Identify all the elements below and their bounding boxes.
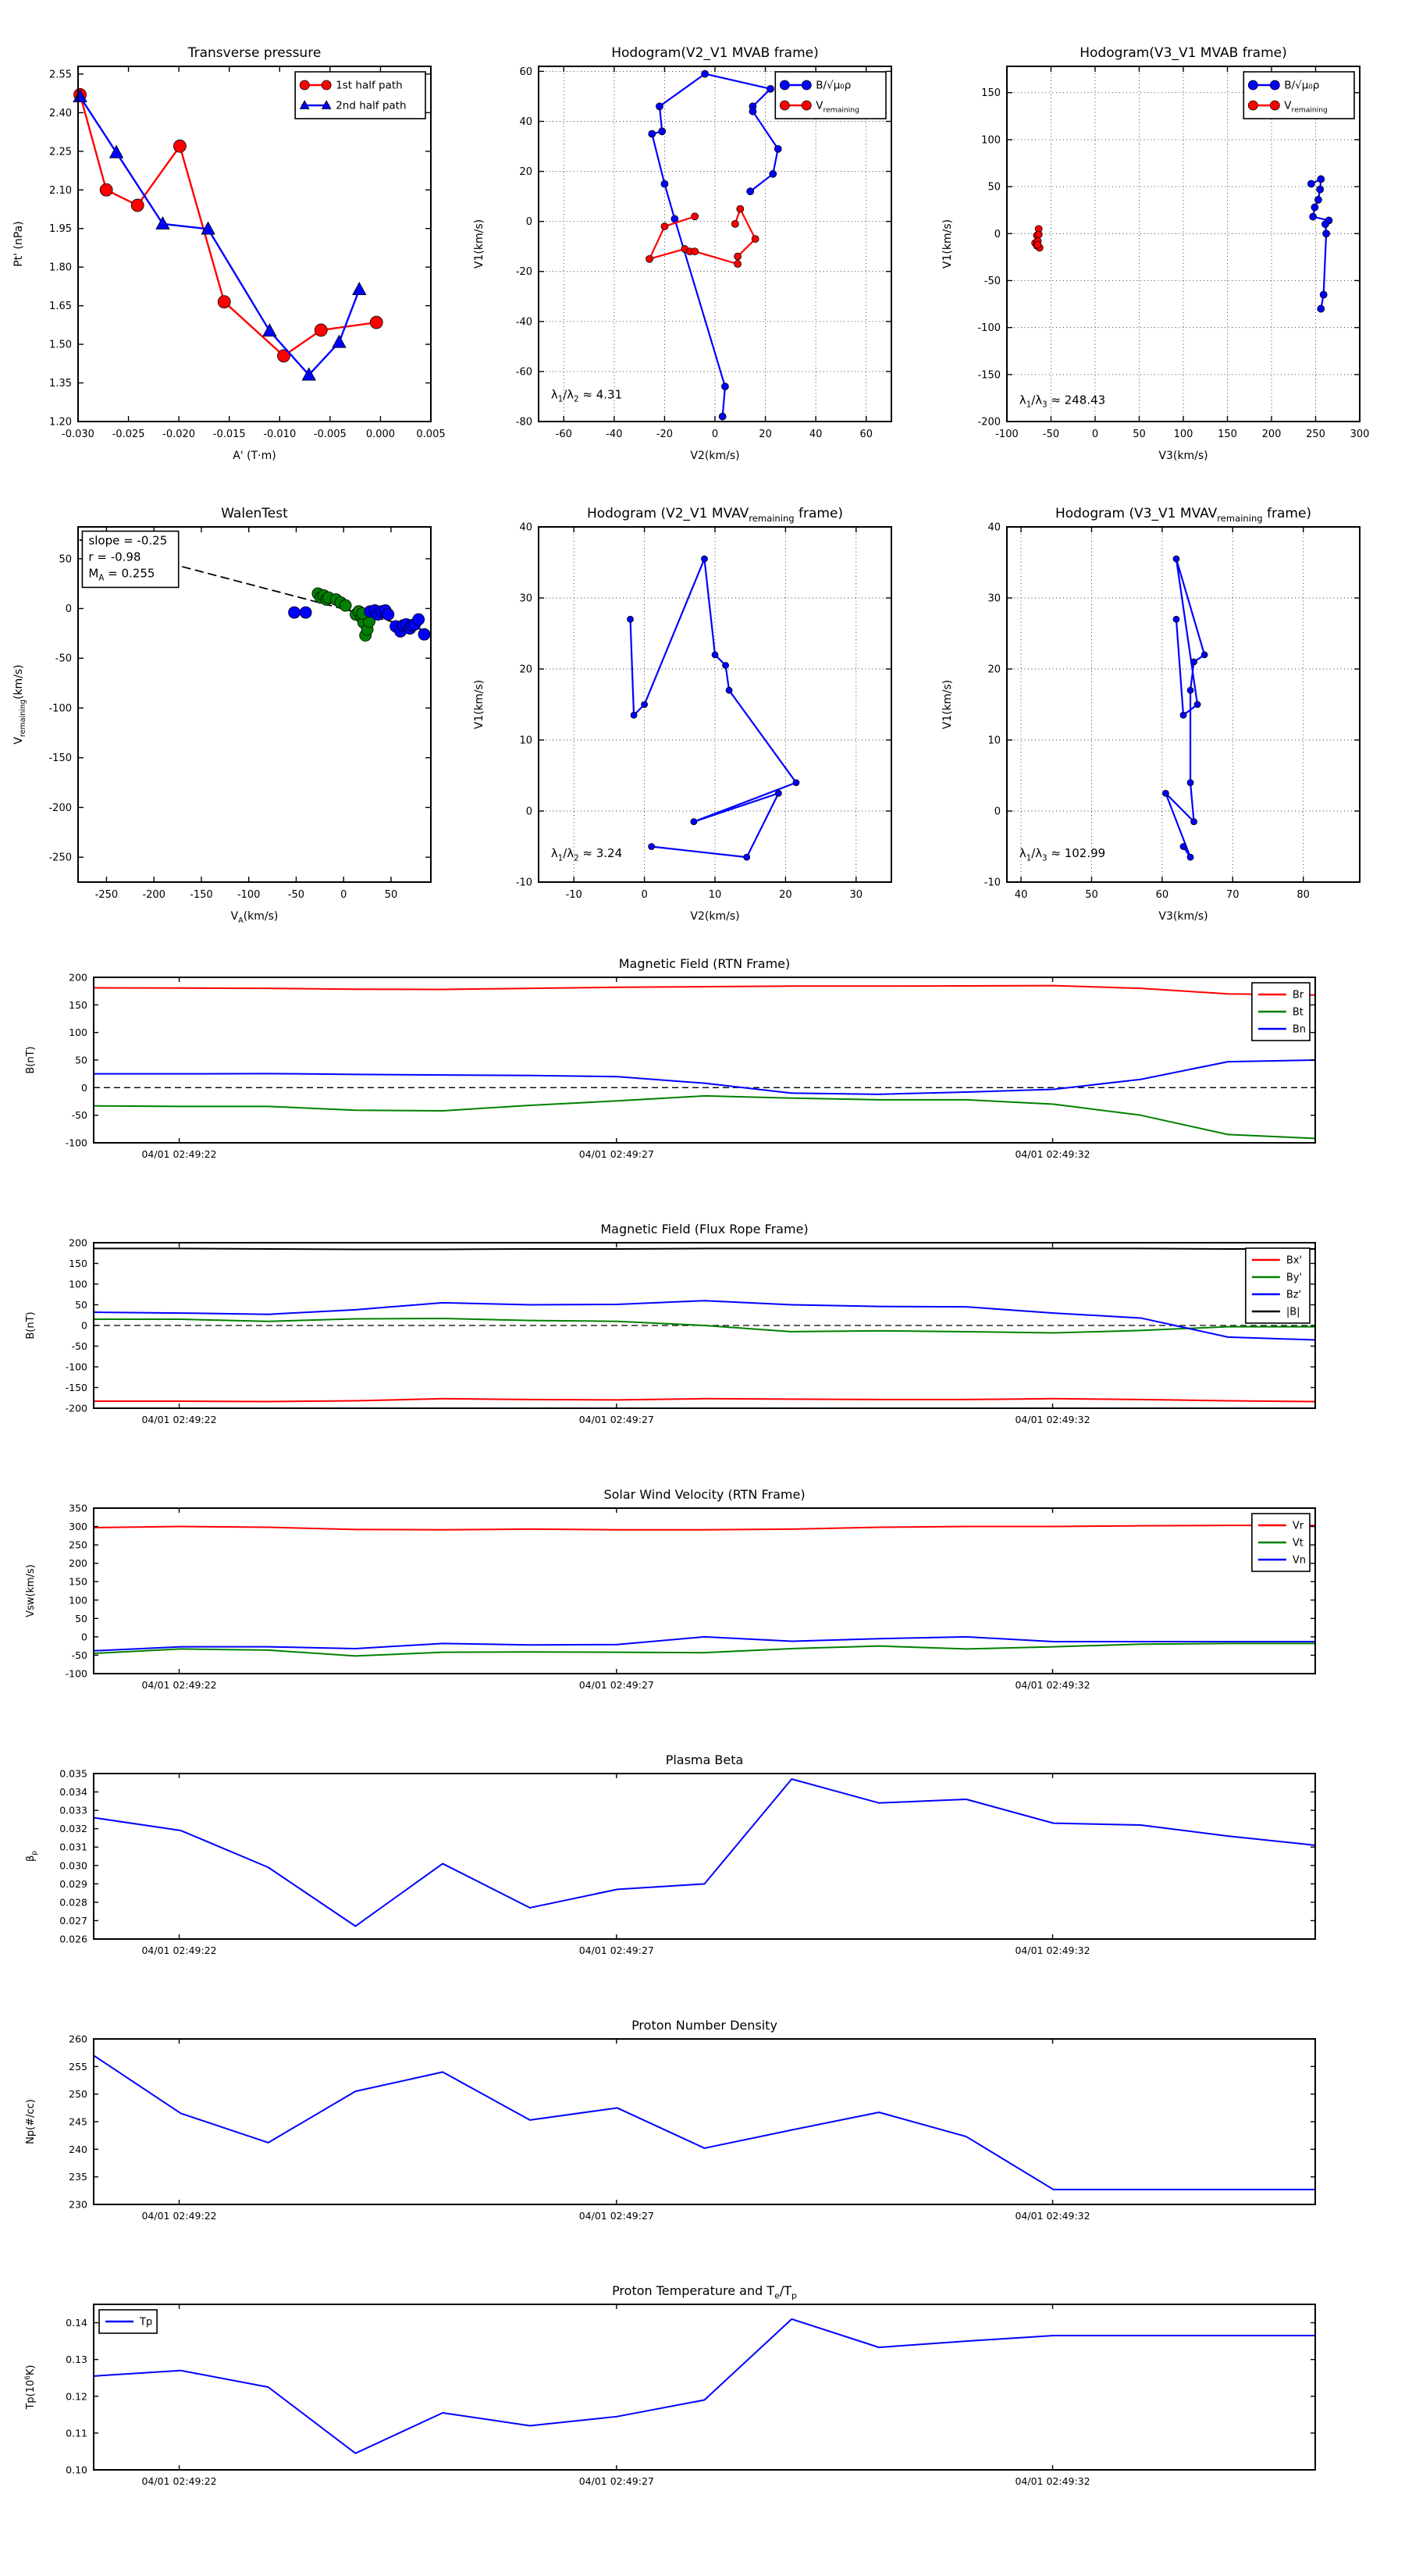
svg-text:V1(km/s): V1(km/s) [473, 679, 486, 730]
svg-text:04/01 02:49:27: 04/01 02:49:27 [578, 1414, 654, 1425]
svg-text:-50: -50 [55, 653, 72, 665]
svg-text:-100: -100 [65, 1361, 87, 1373]
svg-text:04/01 02:49:32: 04/01 02:49:32 [1015, 2475, 1090, 2487]
svg-text:04/01 02:49:22: 04/01 02:49:22 [141, 1679, 217, 1691]
svg-text:2nd half path: 2nd half path [336, 99, 407, 112]
panel-proton-density [12, 2016, 1339, 2246]
svg-text:04/01 02:49:22: 04/01 02:49:22 [141, 2475, 217, 2487]
svg-text:40: 40 [519, 116, 532, 128]
svg-text:10: 10 [708, 889, 722, 901]
svg-text:VA​(km/s): $V_A(km/s)$ [230, 910, 279, 925]
svg-text:-0.020: -0.020 [162, 429, 196, 440]
svg-text:40: 40 [809, 429, 823, 440]
svg-text:|B|: |B| [1286, 1306, 1300, 1318]
chart-hodogram-v2v1-mvab [461, 43, 917, 472]
svg-text:300: 300 [1350, 429, 1370, 440]
svg-text:1.50: 1.50 [49, 339, 72, 351]
svg-text:-80: -80 [515, 416, 532, 429]
svg-text:20: 20 [759, 429, 772, 440]
panel-solar-wind-velocity [12, 1485, 1339, 1715]
svg-text:250: 250 [69, 1539, 87, 1551]
svg-text:30: 30 [519, 592, 532, 605]
svg-text:235: 235 [69, 2171, 87, 2183]
svg-text:04/01 02:49:22: 04/01 02:49:22 [141, 1148, 217, 1160]
svg-text:V2(km/s): V2(km/s) [690, 910, 740, 923]
svg-text:40: 40 [987, 521, 1001, 534]
svg-text:-40: -40 [515, 316, 532, 329]
svg-text:04/01 02:49:32: 04/01 02:49:32 [1015, 1148, 1090, 1160]
svg-text:20: 20 [519, 664, 532, 676]
svg-text:MA​ = 0.255: $M_A = 0.255$ [88, 566, 155, 583]
svg-text:-150: -150 [48, 753, 72, 765]
svg-text:04/01 02:49:32: 04/01 02:49:32 [1015, 1414, 1090, 1425]
svg-text:0: 0 [65, 603, 72, 616]
svg-text:Magnetic Field (Flux Rope Fram: Magnetic Field (Flux Rope Frame) [600, 1222, 809, 1236]
svg-text:0.11: 0.11 [66, 2427, 87, 2439]
svg-text:1.65: 1.65 [49, 301, 72, 313]
svg-text:0.034: 0.034 [59, 1786, 87, 1799]
svg-text:Vr: Vr [1292, 1520, 1304, 1532]
svg-text:-10: -10 [984, 877, 1001, 889]
svg-text:40: 40 [519, 521, 532, 534]
svg-text:0: 0 [641, 889, 648, 901]
chart-transverse-pressure [0, 43, 457, 472]
svg-text:0.026: 0.026 [59, 1933, 87, 1945]
svg-text:-0.005: -0.005 [313, 429, 347, 440]
svg-text:Vremaining​: $V_{remaining}$ [1284, 99, 1328, 115]
svg-text:Vt: Vt [1292, 1537, 1304, 1550]
svg-text:-100: -100 [65, 1667, 87, 1680]
svg-text:-50: -50 [1042, 429, 1060, 440]
svg-text:2.25: 2.25 [49, 146, 72, 158]
svg-text:04/01 02:49:27: 04/01 02:49:27 [578, 1679, 654, 1691]
svg-text:0.027: 0.027 [59, 1914, 87, 1927]
svg-text:-0.030: -0.030 [62, 429, 94, 440]
svg-text:-0.015: -0.015 [212, 429, 246, 440]
svg-text:Proton Number Density: Proton Number Density [631, 2018, 777, 2033]
svg-text:slope = -0.25: slope = -0.25 [88, 533, 168, 548]
svg-text:0: 0 [340, 889, 347, 901]
svg-text:0: 0 [994, 806, 1001, 818]
chart-hodogram-v3v1-mvab [929, 43, 1385, 472]
svg-text:150: 150 [69, 1258, 87, 1269]
svg-text:V1(km/s): V1(km/s) [941, 679, 954, 730]
svg-text:Np(#/cc): Np(#/cc) [25, 2099, 37, 2144]
svg-text:-100: -100 [237, 889, 261, 901]
svg-text:2.40: 2.40 [49, 107, 72, 119]
svg-text:Hodogram(V3_V1 MVAB frame): Hodogram(V3_V1 MVAB frame) [1080, 45, 1287, 61]
svg-text:0.14: 0.14 [66, 2317, 87, 2329]
svg-text:04/01 02:49:22: 04/01 02:49:22 [141, 1414, 217, 1425]
svg-text:Proton Temperature and Te​/Tp​: Proton Temperature and $T_e/T_p$ [612, 2283, 797, 2301]
svg-text:1.35: 1.35 [49, 378, 72, 390]
svg-text:-200: -200 [65, 1402, 87, 1414]
svg-text:50: 50 [384, 889, 398, 901]
svg-text:250: 250 [1306, 429, 1325, 440]
svg-text:100: 100 [69, 1594, 87, 1606]
svg-text:50: 50 [75, 1299, 87, 1311]
svg-text:10: 10 [987, 735, 1001, 747]
svg-text:100: 100 [981, 134, 1001, 147]
svg-text:60: 60 [1155, 889, 1169, 901]
svg-text:150: 150 [69, 998, 87, 1011]
svg-text:-0.025: -0.025 [112, 429, 145, 440]
svg-text:-60: -60 [555, 429, 572, 440]
svg-text:230: 230 [69, 2198, 87, 2211]
svg-text:04/01 02:49:22: 04/01 02:49:22 [141, 2210, 217, 2222]
svg-text:0.028: 0.028 [59, 1896, 87, 1909]
svg-text:Hodogram(V2_V1 MVAB frame): Hodogram(V2_V1 MVAB frame) [611, 45, 819, 61]
svg-text:0.031: 0.031 [59, 1841, 87, 1853]
svg-text:20: 20 [779, 889, 792, 901]
svg-text:150: 150 [69, 1575, 87, 1588]
svg-text:B/√μ₀ρ: B/√μ₀ρ [1284, 79, 1320, 92]
svg-text:-250: -250 [48, 852, 72, 864]
svg-text:-150: -150 [190, 889, 213, 901]
svg-text:1st half path: 1st half path [336, 79, 403, 92]
svg-text:200: 200 [69, 971, 87, 984]
svg-text:-20: -20 [515, 266, 532, 279]
svg-text:255: 255 [69, 2060, 87, 2073]
svg-text:150: 150 [981, 87, 1001, 100]
svg-text:-50: -50 [71, 1109, 87, 1122]
svg-text:04/01 02:49:32: 04/01 02:49:32 [1015, 1679, 1090, 1691]
svg-text:Plasma Beta: Plasma Beta [665, 1752, 744, 1767]
svg-text:50: 50 [1085, 889, 1098, 901]
panel-magnetic-field-flux-rope [12, 1219, 1339, 1450]
svg-text:200: 200 [69, 1236, 87, 1249]
svg-text:0.10: 0.10 [66, 2464, 87, 2476]
svg-text:-200: -200 [142, 889, 165, 901]
svg-text:WalenTest: WalenTest [221, 506, 288, 521]
panel-plasma-beta [12, 1750, 1339, 1980]
svg-text:200: 200 [1261, 429, 1282, 440]
svg-text:-50: -50 [287, 889, 305, 901]
svg-text:0: 0 [81, 1631, 87, 1643]
svg-text:40: 40 [1014, 889, 1028, 901]
svg-text:Bn: Bn [1292, 1023, 1307, 1036]
svg-text:-250: -250 [94, 889, 119, 901]
svg-text:Vremaining​(km/s): $V_{remaining}(km/s)$ [12, 664, 27, 745]
svg-text:Hodogram (V3_V1 MVAVremaining​: Hodogram (V3_V1 $MVAV_{remaining}$ frame) [1055, 506, 1312, 524]
svg-text:30: 30 [987, 592, 1001, 605]
svg-text:70: 70 [1226, 889, 1240, 901]
svg-text:λ1​/λ2​ ≈ 4.31: $\lambda_1/\lambda_2 \approx 4.31$ [550, 387, 623, 404]
svg-text:-50: -50 [71, 1340, 87, 1352]
svg-text:0: 0 [81, 1081, 87, 1094]
svg-text:20: 20 [519, 166, 532, 179]
svg-text:20: 20 [987, 664, 1001, 676]
svg-text:60: 60 [519, 66, 532, 78]
svg-text:-200: -200 [48, 802, 72, 814]
svg-text:260: 260 [69, 2033, 87, 2045]
svg-text:λ1​/λ2​ ≈ 3.24: $\lambda_1/\lambda_2 \approx 3.24$ [550, 846, 623, 863]
svg-text:V2(km/s): V2(km/s) [690, 450, 740, 462]
chart-hodogram-v2v1-mvav [461, 503, 917, 933]
svg-text:50: 50 [59, 553, 72, 566]
svg-text:-200: -200 [977, 416, 1001, 429]
chart-walen-test [0, 503, 457, 933]
svg-text:0.032: 0.032 [59, 1823, 87, 1835]
svg-text:04/01 02:49:27: 04/01 02:49:27 [578, 1148, 654, 1160]
svg-text:60: 60 [859, 429, 873, 440]
panel-magnetic-field-rtn [12, 954, 1339, 1184]
svg-text:04/01 02:49:32: 04/01 02:49:32 [1015, 1944, 1090, 1956]
svg-text:350: 350 [69, 1502, 87, 1514]
svg-text:Hodogram (V2_V1 MVAVremaining​: Hodogram (V2_V1 $MVAV_{remaining}$ frame) [586, 506, 844, 524]
svg-text:04/01 02:49:22: 04/01 02:49:22 [141, 1944, 217, 1956]
chart-hodogram-v3v1-mvav [929, 503, 1385, 933]
svg-text:-150: -150 [977, 369, 1001, 382]
svg-text:-0.010: -0.010 [263, 429, 297, 440]
svg-text:V3(km/s): V3(km/s) [1158, 910, 1208, 923]
svg-text:By': By' [1286, 1272, 1303, 1284]
svg-text:50: 50 [987, 181, 1001, 194]
svg-text:2.10: 2.10 [49, 184, 72, 197]
svg-text:150: 150 [1218, 429, 1237, 440]
svg-text:04/01 02:49:27: 04/01 02:49:27 [578, 2475, 654, 2487]
svg-text:Vremaining​: $V_{remaining}$ [816, 99, 859, 115]
svg-text:B(nT): B(nT) [25, 1311, 37, 1340]
svg-text:Bt: Bt [1292, 1006, 1304, 1019]
svg-text:Bx': Bx' [1286, 1254, 1303, 1267]
svg-text:-40: -40 [606, 429, 623, 440]
svg-text:-50: -50 [984, 275, 1001, 287]
svg-text:1.20: 1.20 [49, 416, 72, 429]
svg-text:10: 10 [519, 735, 532, 747]
svg-text:-100: -100 [977, 322, 1001, 335]
svg-text:04/01 02:49:32: 04/01 02:49:32 [1015, 2210, 1090, 2222]
svg-text:50: 50 [1133, 429, 1146, 440]
svg-text:0: 0 [525, 806, 532, 818]
svg-text:Transverse pressure: Transverse pressure [187, 45, 322, 61]
svg-text:0.033: 0.033 [59, 1804, 87, 1816]
svg-text:0.005: 0.005 [416, 429, 446, 440]
svg-text:Solar Wind Velocity (RTN Frame: Solar Wind Velocity (RTN Frame) [603, 1487, 806, 1502]
svg-text:r = -0.98: r = -0.98 [88, 550, 141, 564]
svg-text:-10: -10 [565, 889, 582, 901]
svg-text:-100: -100 [995, 429, 1019, 440]
svg-text:0.035: 0.035 [59, 1767, 87, 1780]
svg-text:1.95: 1.95 [49, 223, 72, 236]
svg-text:0.030: 0.030 [59, 1859, 87, 1872]
svg-text:Tp(106​K): $Tp(10^6K)$ [24, 2364, 37, 2410]
svg-text:Br: Br [1292, 989, 1304, 1002]
svg-text:A' (T·m): A' (T·m) [233, 450, 276, 462]
svg-text:-60: -60 [515, 366, 532, 379]
svg-text:0: 0 [1091, 429, 1099, 440]
svg-text:200: 200 [69, 1557, 87, 1570]
svg-text:0.029: 0.029 [59, 1877, 87, 1890]
svg-text:50: 50 [75, 1612, 87, 1624]
svg-text:-20: -20 [656, 429, 674, 440]
svg-text:V1(km/s): V1(km/s) [941, 219, 954, 269]
svg-text:-100: -100 [48, 703, 72, 715]
svg-text:Magnetic Field (RTN Frame): Magnetic Field (RTN Frame) [618, 956, 791, 971]
svg-text:300: 300 [69, 1521, 87, 1533]
svg-text:30: 30 [849, 889, 863, 901]
svg-text:B(nT): B(nT) [25, 1046, 37, 1074]
svg-text:100: 100 [1173, 429, 1193, 440]
svg-text:-10: -10 [515, 877, 532, 889]
svg-text:80: 80 [1297, 889, 1310, 901]
svg-text:2.55: 2.55 [49, 69, 72, 81]
svg-text:B/√μ₀ρ: B/√μ₀ρ [816, 79, 852, 92]
svg-text:Vn: Vn [1292, 1554, 1307, 1567]
svg-text:250: 250 [69, 2088, 87, 2101]
svg-text:04/01 02:49:27: 04/01 02:49:27 [578, 1944, 654, 1956]
svg-text:0.12: 0.12 [66, 2390, 87, 2403]
svg-text:0: 0 [81, 1319, 87, 1332]
svg-text:50: 50 [75, 1054, 87, 1066]
svg-text:Bz': Bz' [1286, 1289, 1302, 1301]
svg-text:100: 100 [69, 1278, 87, 1290]
svg-text:βp​: $\beta_p$ [25, 1851, 39, 1862]
svg-text:V1(km/s): V1(km/s) [473, 219, 486, 269]
svg-text:240: 240 [69, 2143, 87, 2155]
svg-text:-100: -100 [65, 1137, 87, 1149]
svg-text:245: 245 [69, 2115, 87, 2128]
svg-text:0.13: 0.13 [66, 2354, 87, 2366]
svg-text:0.000: 0.000 [365, 429, 396, 440]
svg-text:Tp: Tp [140, 2316, 153, 2329]
svg-text:0: 0 [994, 228, 1001, 240]
svg-text:-50: -50 [71, 1649, 87, 1661]
svg-text:0: 0 [525, 216, 532, 229]
svg-text:1.80: 1.80 [49, 262, 72, 274]
svg-text:λ1​/λ3​ ≈ 102.99: $\lambda_1/\lambda_3 \approx 102.99$ [1019, 846, 1106, 863]
svg-text:V3(km/s): V3(km/s) [1158, 450, 1208, 462]
svg-text:04/01 02:49:27: 04/01 02:49:27 [578, 2210, 654, 2222]
panel-proton-temperature [12, 2281, 1339, 2511]
svg-text:Vsw(km/s): Vsw(km/s) [25, 1564, 37, 1617]
svg-text:100: 100 [69, 1026, 87, 1039]
svg-text:Pt' (nPa): Pt' (nPa) [12, 221, 25, 267]
svg-text:λ1​/λ3​ ≈ 248.43: $\lambda_1/\lambda_3 \approx 248.43$ [1019, 393, 1106, 410]
svg-text:0: 0 [711, 429, 719, 440]
svg-text:-150: -150 [65, 1382, 87, 1393]
